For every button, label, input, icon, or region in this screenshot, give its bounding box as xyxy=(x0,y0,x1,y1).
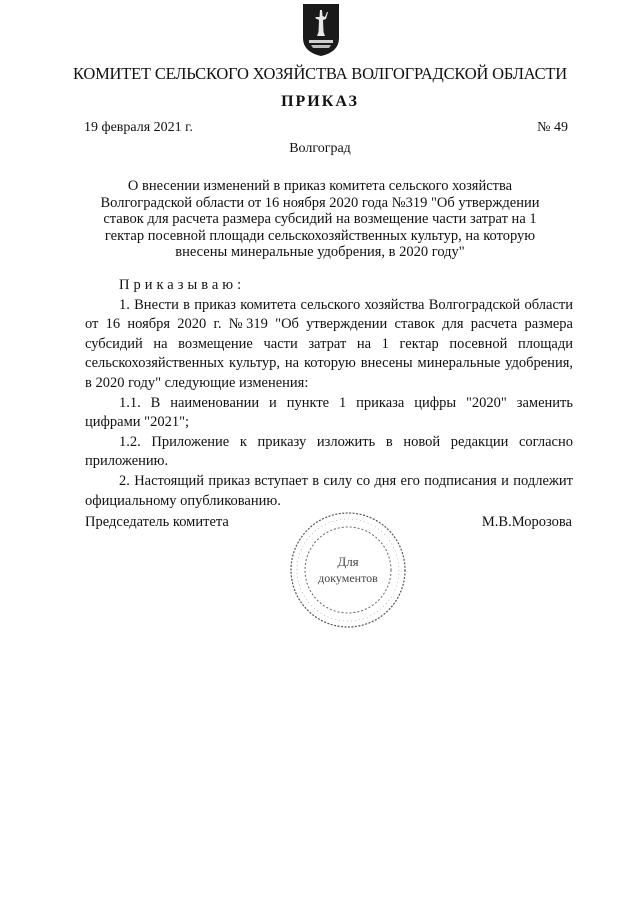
subject-line: О внесении изменений в приказ комитета сельского хозяйства xyxy=(127,178,513,194)
order-paragraph-1-1: 1.1. В наименовании и пункте 1 приказа цифры "2020" заменить цифрами "2021"; xyxy=(85,394,573,431)
order-intro: Приказываю: xyxy=(119,277,246,293)
stamp-seal xyxy=(288,510,408,630)
subject-line: внесены минеральные удобрения, в 2020 году" xyxy=(175,244,465,260)
stamp-text: Для xyxy=(337,554,359,569)
subject-line: Волгоградской области от 16 ноября 2020 года №319 "Об утверждении xyxy=(100,194,540,211)
order-paragraph-2: 2. Настоящий приказ вступает в силу со дня его подписания и подлежит официальному опубликованию. xyxy=(85,472,573,509)
subject-line: ставок для расчета размера субсидий на возмещение части затрат на 1 xyxy=(103,211,537,227)
document-city: Волгоград xyxy=(289,141,351,156)
committee-name: КОМИТЕТ СЕЛЬСКОГО ХОЗЯЙСТВА ВОЛГОГРАДСКОЙ ОБЛАСТИ xyxy=(72,64,568,83)
signatory-role: Председатель комитета xyxy=(85,514,229,530)
order-paragraph-1-2: 1.2. Приложение к приказу изложить в новой редакции согласно приложению. xyxy=(85,433,573,470)
document-number: № 49 xyxy=(537,120,568,135)
document-type: ПРИКАЗ xyxy=(281,93,359,110)
stamp-text: документов xyxy=(318,571,378,585)
signatory-name: М.В.Морозова xyxy=(481,514,572,530)
order-paragraph-1: 1. Внести в приказ комитета сельского хозяйства Волгоградской области от 16 ноября 2020 г. №319 "Об утверждении ставок для расчета размера субсидий на возмещение части затрат на 1 гектар посевной площади сельскохозяйственных культур, на которую внесены минеральные удобрения, в 2020 году" следующие изменения: xyxy=(85,296,573,391)
document-date: 19 февраля 2021 г. xyxy=(84,120,193,135)
document-subject xyxy=(85,178,555,261)
coat-of-arms-icon xyxy=(301,2,341,58)
subject-line: гектар посевной площади сельскохозяйственных культур, на которую xyxy=(104,227,536,244)
order-body xyxy=(85,276,573,511)
